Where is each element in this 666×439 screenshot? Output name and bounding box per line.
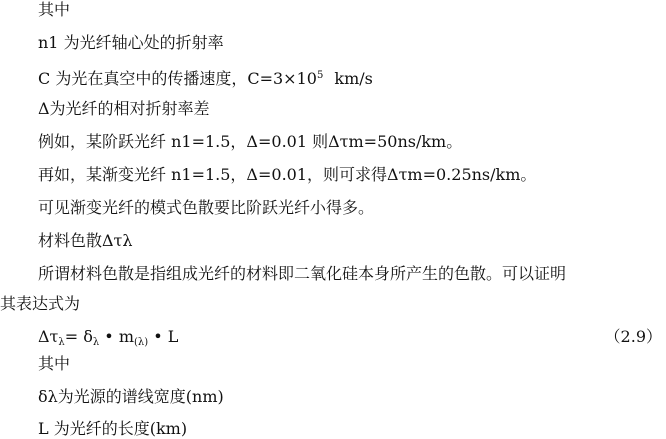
text-line-4: Δ为光纤的相对折射率差 <box>38 99 210 118</box>
text-line-1: 其中 <box>38 0 71 19</box>
formula-lhs: Δτ <box>38 327 59 346</box>
text-line-3 <box>38 66 373 89</box>
formula-mid: = δ <box>64 327 93 346</box>
formula-rhs2: • L <box>148 327 179 346</box>
formula-rhs1-sub: (λ) <box>134 337 149 348</box>
text-line-5: 例如，某阶跃光纤 n1=1.5，Δ=0.01 则Δτm=50ns/km。 <box>38 132 463 151</box>
speed-text: C 为光在真空中的传播速度，C=3×10 <box>38 69 317 88</box>
text-line-9: 所谓材料色散是指组成光纤的材料即二氧化硅本身所产生的色散。可以证明 <box>38 264 567 283</box>
speed-unit: km/s <box>334 69 373 88</box>
text-line-2: n1 为光纤轴心处的折射率 <box>38 33 224 52</box>
formula-rhs1: • m <box>99 327 134 346</box>
text-line-12: δλ为光源的谱线宽度(nm) <box>38 387 224 406</box>
text-line-8: 材料色散Δτλ <box>38 231 133 250</box>
text-line-10: 其表达式为 <box>0 294 81 313</box>
formula-mid-sub: λ <box>92 337 100 348</box>
speed-exponent: 5 <box>316 70 324 81</box>
equation-number: （2.9） <box>604 327 662 346</box>
formula-line <box>38 327 178 353</box>
text-line-11: 其中 <box>38 354 71 373</box>
text-line-6: 再如，某渐变光纤 n1=1.5，Δ=0.01，则可求得Δτm=0.25ns/km。 <box>38 165 537 184</box>
text-line-7: 可见渐变光纤的模式色散要比阶跃光纤小得多。 <box>38 198 375 217</box>
formula-lhs-sub: λ <box>58 337 65 348</box>
text-line-13: L 为光纤的长度(km) <box>38 419 188 438</box>
